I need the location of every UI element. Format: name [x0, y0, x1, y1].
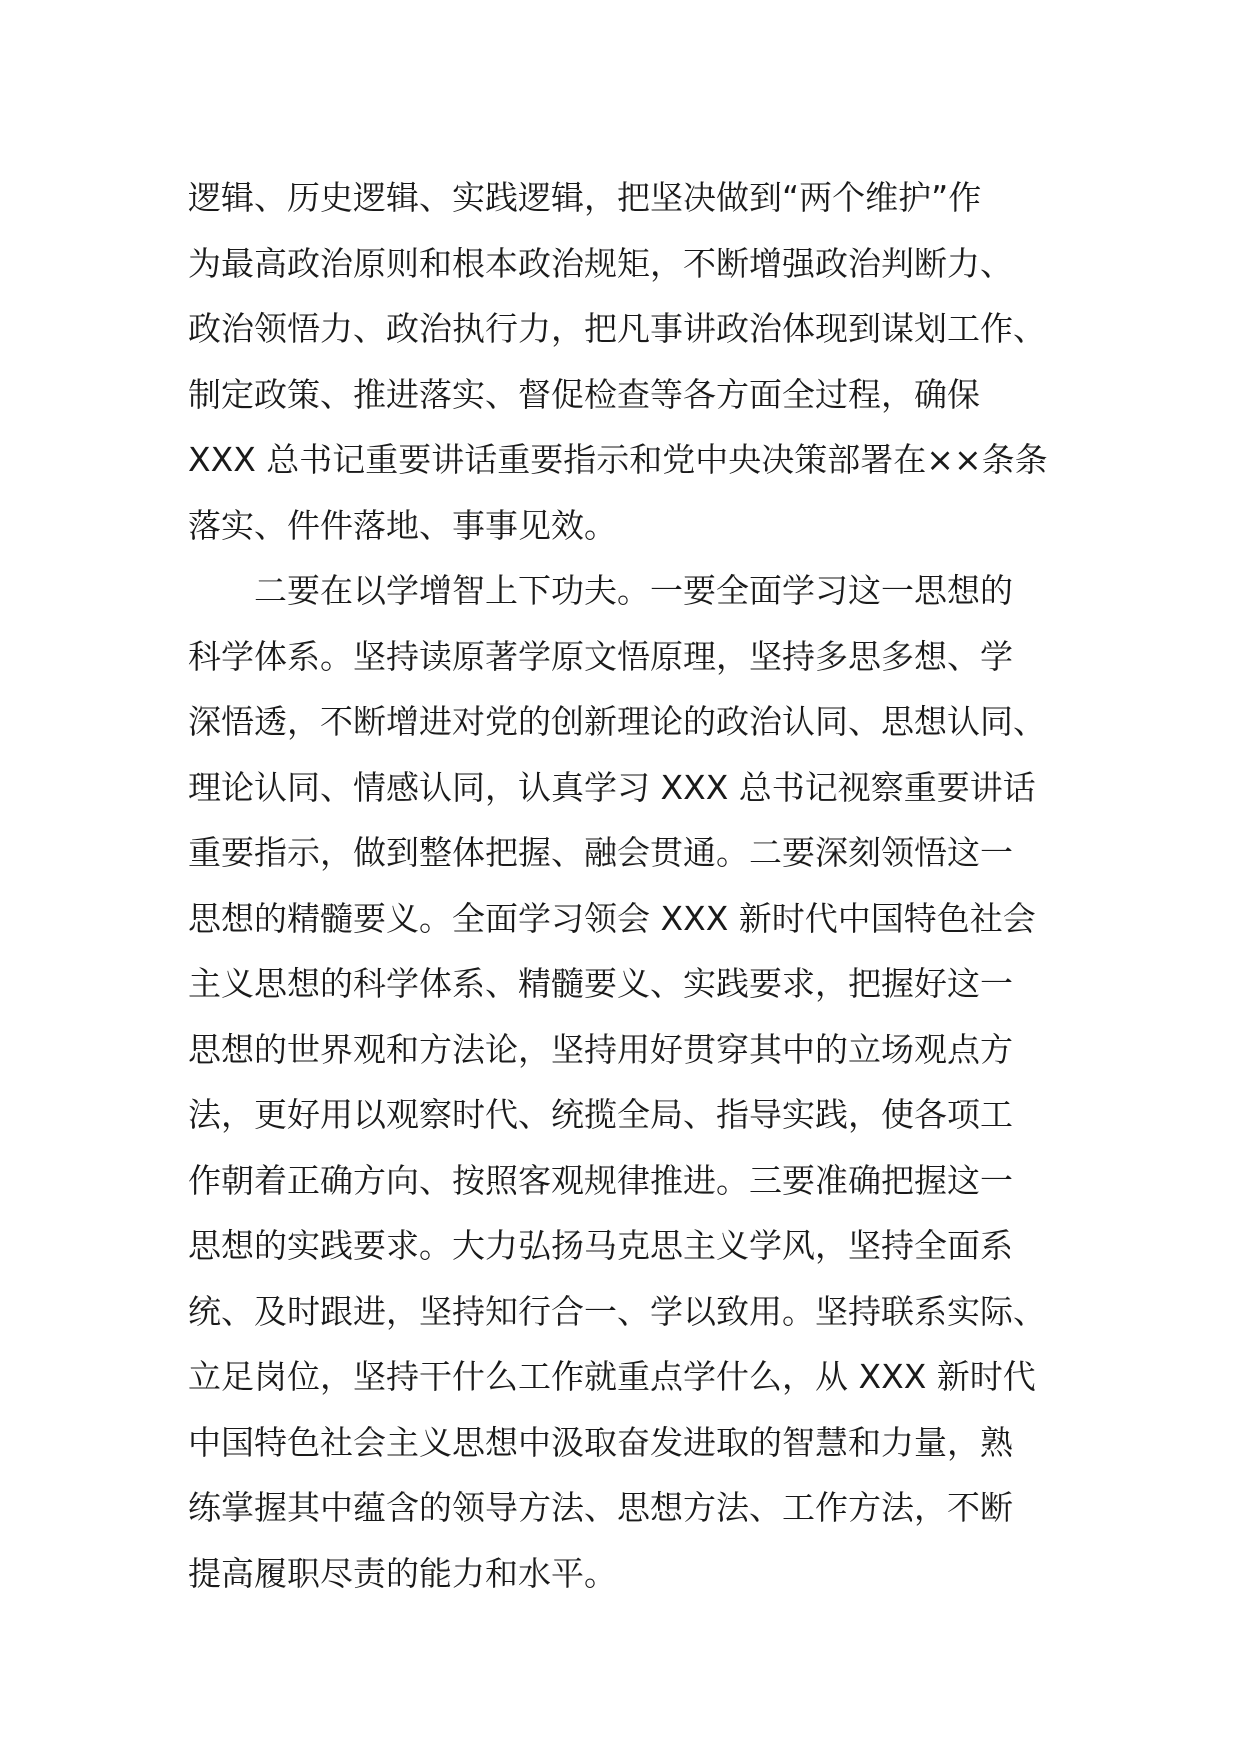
text-line: 思想的精髓要义。全面学习领会 XXX 新时代中国特色社会	[188, 898, 1036, 938]
text-line: 提高履职尽责的能力和水平。	[188, 1553, 617, 1593]
text-line: 科学体系。坚持读原著学原文悟原理，坚持多思多想、学	[188, 636, 1013, 676]
text-line: 作朝着正确方向、按照客观规律推进。三要准确把握这一	[188, 1160, 1013, 1200]
text-line: 主义思想的科学体系、精髓要义、实践要求，把握好这一	[188, 964, 1013, 1003]
text-line: 深悟透，不断增进对党的创新理论的政治认同、思想认同、	[188, 702, 1046, 741]
paragraph-first-line: 二要在以学增智上下功夫。一要全面学习这一思想的	[254, 571, 1013, 610]
text-line: 制定政策、推进落实、督促检查等各方面全过程，确保	[188, 374, 980, 414]
body-text	[188, 165, 1068, 1606]
text-line: 政治领悟力、政治执行力，把凡事讲政治体现到谋划工作、	[188, 309, 1046, 348]
text-line: 立足岗位，坚持干什么工作就重点学什么，从 XXX 新时代	[188, 1357, 1036, 1396]
text-line: 落实、件件落地、事事见效。	[188, 505, 617, 545]
text-line: XXX 总书记重要讲话重要指示和党中央决策部署在××条条	[188, 440, 1048, 479]
text-line: 中国特色社会主义思想中汲取奋发进取的智慧和力量，熟	[188, 1422, 1013, 1462]
text-line: 思想的实践要求。大力弘扬马克思主义学风，坚持全面系	[188, 1226, 1013, 1265]
text-line: 练掌握其中蕴含的领导方法、思想方法、工作方法，不断	[188, 1488, 1013, 1527]
text-line: 理论认同、情感认同，认真学习 XXX 总书记视察重要讲话	[188, 767, 1036, 807]
text-line: 重要指示，做到整体把握、融会贯通。二要深刻领悟这一	[188, 833, 1013, 872]
text-line: 法，更好用以观察时代、统揽全局、指导实践，使各项工	[188, 1095, 1013, 1134]
text-line: 逻辑、历史逻辑、实践逻辑，把坚决做到“两个维护”作	[188, 178, 982, 217]
text-line: 统、及时跟进，坚持知行合一、学以致用。坚持联系实际、	[188, 1291, 1046, 1331]
text-line: 为最高政治原则和根本政治规矩，不断增强政治判断力、	[188, 243, 1013, 283]
text-line: 思想的世界观和方法论，坚持用好贯穿其中的立场观点方	[188, 1029, 1013, 1069]
